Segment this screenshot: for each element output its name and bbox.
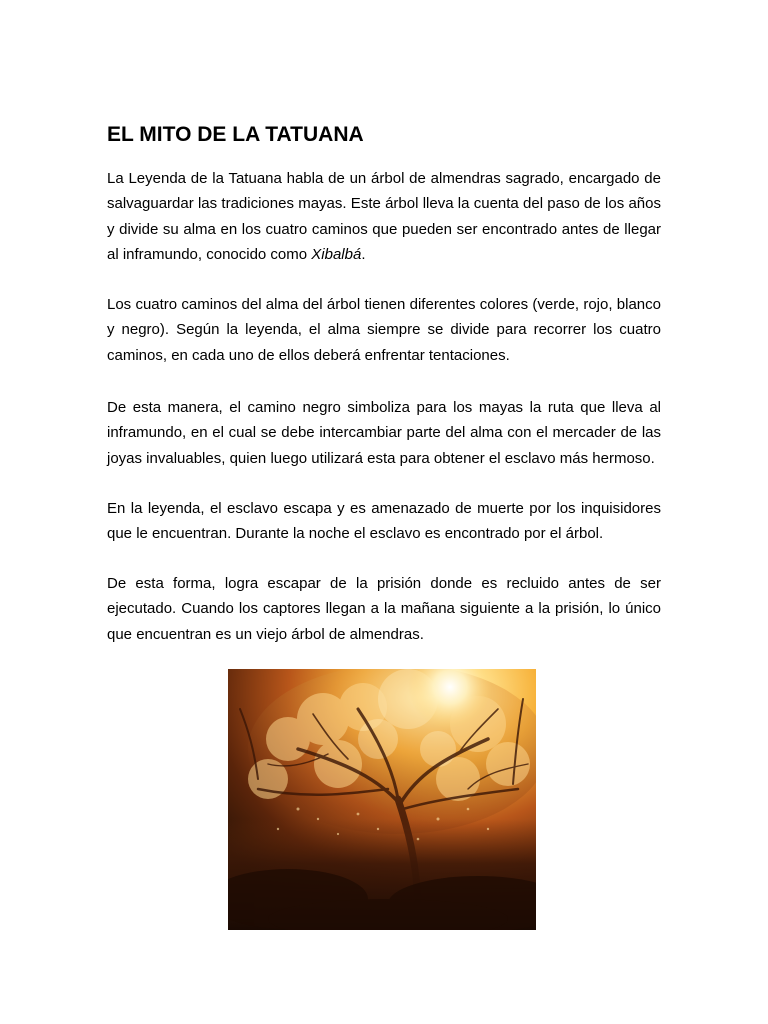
paragraph-3: De esta manera, el camino negro simboliza para los mayas la ruta que lleva al inframundo, en el cual se debe intercambiar parte del alma con el mercader de las joyas invaluables, quien luego utilizará esta para obtener el esclavo más hermoso.: [107, 399, 661, 467]
almond-tree-sunlight-image: [228, 669, 536, 930]
paragraph-1: [107, 166, 661, 267]
paragraph-2: Los cuatro caminos del alma del árbol tienen diferentes colores (verde, rojo, blanco y negro). Según la leyenda, el alma siempre se divide para recorrer los cuatro caminos, en cada uno de ellos deberá enfrentar tentaciones.: [107, 296, 661, 364]
xibalba-term: Xibalbá: [311, 245, 362, 263]
paragraph-5: De esta forma, logra escapar de la prisión donde es recluido antes de ser ejecutado. Cuando los captores llegan a la mañana siguiente a la prisión, lo único que encuentran es un viejo árbol de almendras.: [107, 575, 661, 643]
paragraph-4: En la leyenda, el esclavo escapa y es amenazado de muerte por los inquisidores que le encuentran. Durante la noche el esclavo es encontrado por el árbol.: [107, 500, 661, 543]
paragraph-1-end: .: [361, 245, 366, 263]
paragraph-1-text: La Leyenda de la Tatuana habla de un árbol de almendras sagrado, encargado de salvaguardar las tradiciones mayas. Este árbol lleva la cuenta del paso de los años y divide su alma en los cuatro caminos que pueden ser encontrado antes de llegar al inframundo, conocido como: [107, 170, 661, 263]
document-title: EL MITO DE LA TATUANA: [107, 123, 364, 146]
almond-tree-photo: [228, 669, 536, 930]
